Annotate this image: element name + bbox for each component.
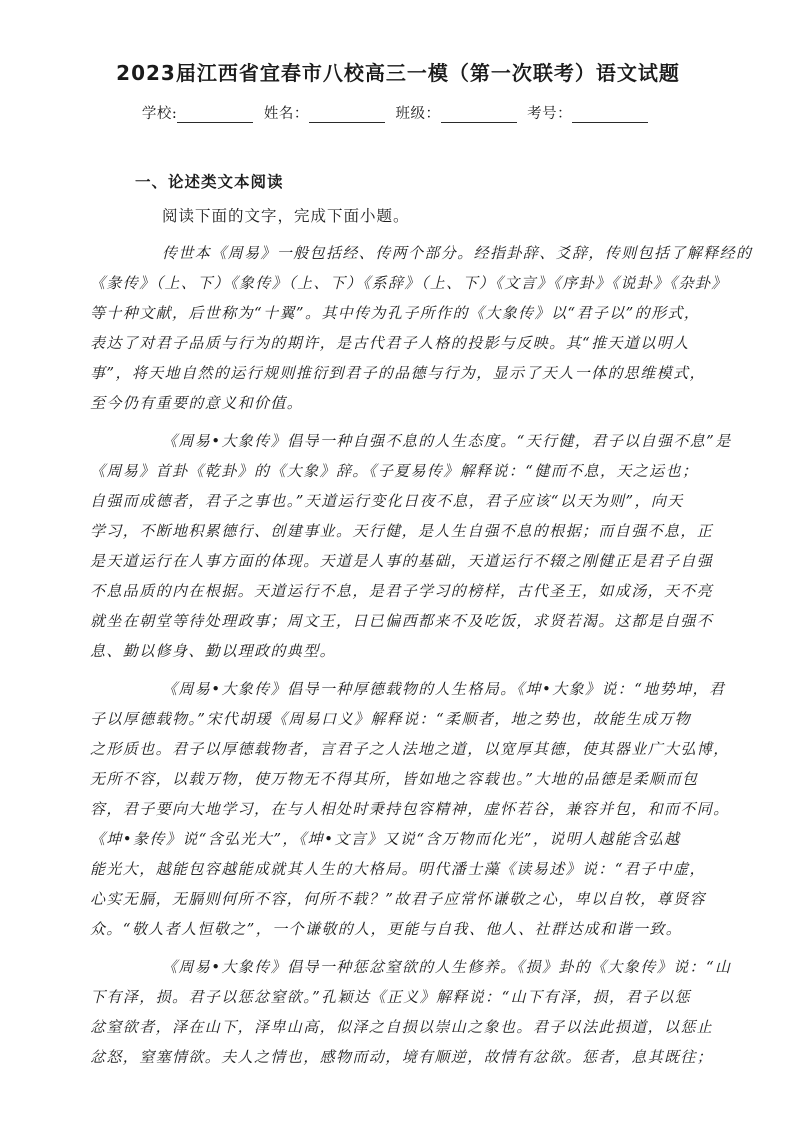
passage-paragraph <box>90 426 732 666</box>
passage-line: 《周易•大象传》倡导一种厚德载物的人生格局。《坤•大象》说：“地势坤，君 <box>162 680 726 698</box>
passage-line: 学习，不断地积累德行、创建事业。天行健，是人生自强不息的根据；而自强不息，正 <box>90 522 714 540</box>
passage-paragraph <box>90 952 732 1072</box>
page-title: 2023届江西省宜春市八校高三一模（第一次联考）语文试题 <box>116 61 680 85</box>
reading-instruction: 阅读下面的文字，完成下面小题。 <box>162 207 410 225</box>
passage-line: 《周易》首卦《乾卦》的《大象》辞。《子夏易传》解释说：“健而不息，天之运也； <box>90 462 699 480</box>
field-school-blank <box>177 107 253 123</box>
field-class-label: 班级： <box>395 106 441 122</box>
passage-line: 众。“敬人者人恒敬之”，一个谦敬的人，更能与自我、他人、社群达成和谐一致。 <box>90 920 683 938</box>
field-name-blank <box>309 107 385 123</box>
passage-line: 表达了对君子品质与行为的期许，是古代君子人格的投影与反映。其“推天道以明人 <box>90 334 690 352</box>
passage-line: 子以厚德载物。”宋代胡瑗《周易口义》解释说：“柔顺者，地之势也，故能生成万物 <box>90 710 692 728</box>
passage-line: 传世本《周易》一般包括经、传两个部分。经指卦辞、爻辞，传则包括了解释经的 <box>162 244 753 262</box>
field-school <box>142 102 259 123</box>
passage-line: 忿窒欲者，泽在山下，泽卑山高，似泽之自损以崇山之象也。君子以法此损道，以惩止 <box>90 1018 714 1036</box>
passage-paragraph <box>90 238 753 418</box>
passage-line: 就坐在朝堂等待处理政事；周文王，日已偏西都来不及吃饭，求贤若渴。这都是自强不 <box>90 612 714 630</box>
passage-line: 《彖传》（上、下）《象传》（上、下）《系辞》（上、下）《文言》《序卦》《说卦》《杂卦》 <box>90 274 728 292</box>
passage-line: 自强而成德者，君子之事也。”天道运行变化日夜不息，君子应该“以天为则”，向天 <box>90 492 684 510</box>
passage-line: 下有泽，损。君子以惩忿窒欲。”孔颖达《正义》解释说：“山下有泽，损，君子以惩 <box>90 988 692 1006</box>
student-info-row <box>90 102 706 123</box>
passage-line: 事”，将天地自然的运行规则推衍到君子的品德与行为，显示了天人一体的思维模式， <box>90 364 706 382</box>
field-school-label: 学校: <box>141 106 178 122</box>
field-class <box>396 102 523 123</box>
passage-paragraph <box>90 674 730 944</box>
passage-line: 忿怒，窒塞情欲。夫人之情也，感物而动，境有顺逆，故情有忿欲。惩者，息其既往； <box>90 1048 714 1066</box>
passage-line: 心实无膈，无膈则何所不容，何所不载？”故君子应常怀谦敬之心，卑以自牧，尊贤容 <box>90 890 706 908</box>
field-exam-number <box>527 102 654 123</box>
passage-line: 之形质也。君子以厚德载物者，言君子之人法地之道，以宽厚其德，使其器业广大弘博， <box>90 740 730 758</box>
passage-line: 不息品质的内在根据。天道运行不息，是君子学习的榜样，古代圣王，如成汤，天不亮 <box>90 582 714 600</box>
reading-passage <box>90 238 753 1072</box>
field-class-blank <box>441 107 517 123</box>
field-name-label: 姓名： <box>263 106 309 122</box>
passage-line: 至今仍有重要的意义和价值。 <box>90 394 304 412</box>
passage-line: 《坤•彖传》说“含弘光大”，《坤•文言》又说“含万物而化光”，说明人越能含弘越 <box>90 830 681 848</box>
field-exam-number-label: 考号： <box>527 106 573 122</box>
passage-line: 《周易•大象传》倡导一种自强不息的人生态度。“天行健，君子以自强不息”是 <box>162 432 732 450</box>
passage-line: 容，君子要向大地学习，在与人相处时秉持包容精神，虚怀若谷，兼容并包，和而不同。 <box>90 800 730 818</box>
passage-line: 等十种文献，后世称为“十翼”。其中传为孔子所作的《大象传》以“君子以”的形式， <box>90 304 701 322</box>
passage-line: 能光大，越能包容越能成就其人生的大格局。明代潘士藻《读易述》说：“君子中虚， <box>90 860 706 878</box>
passage-line: 《周易•大象传》倡导一种惩忿窒欲的人生修养。《损》卦的《大象传》说：“山 <box>162 958 732 976</box>
section-heading: 一、论述类文本阅读 <box>135 173 284 191</box>
passage-line: 息、勤以修身、勤以理政的典型。 <box>90 642 337 660</box>
field-name <box>264 102 391 123</box>
passage-line: 无所不容，以载万物，使万物无不得其所，皆如地之容载也。”大地的品德是柔顺而包 <box>90 770 699 788</box>
passage-line: 是天道运行在人事方面的体现。天道是人事的基础，天道运行不辍之刚健正是君子自强 <box>90 552 714 570</box>
field-exam-number-blank <box>572 107 648 123</box>
